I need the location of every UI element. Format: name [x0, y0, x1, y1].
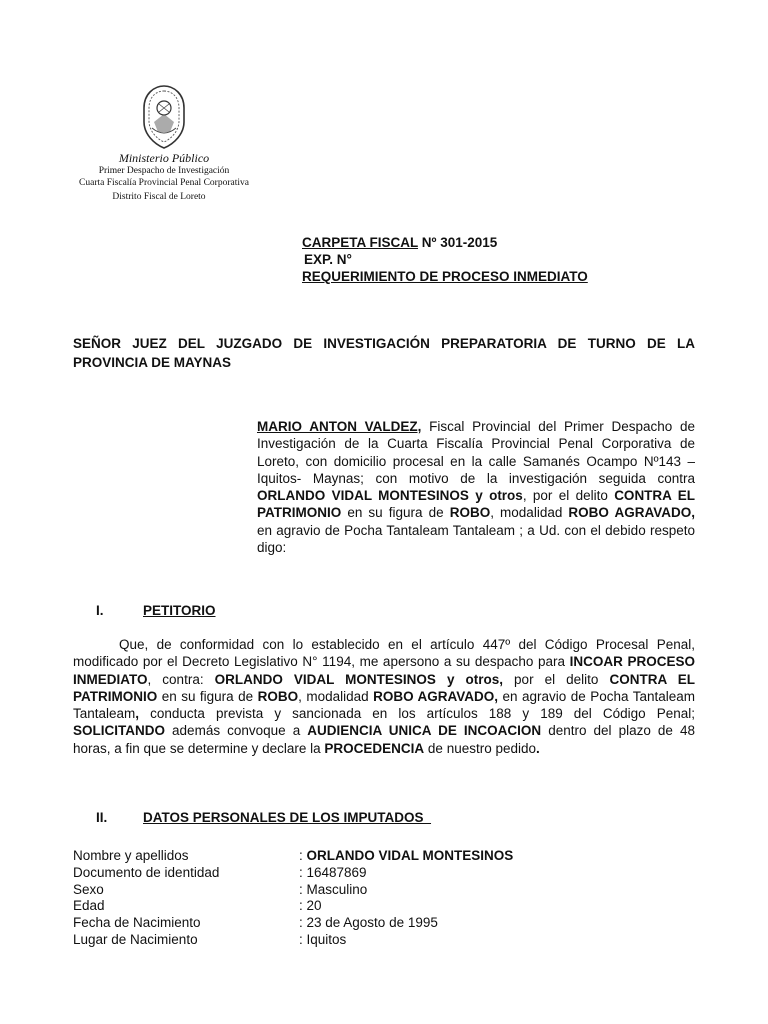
petition-bold: SOLICITANDO [73, 723, 165, 739]
section-2-number: II. [96, 810, 108, 825]
section-1-number: I. [96, 603, 104, 618]
institution-line-2: Cuarta Fiscalía Provincial Penal Corporativa [79, 178, 249, 188]
petition-text: conducta prevista y sancionada en los artículos 188 y 189 del Código Penal; [139, 706, 695, 722]
field-value [299, 882, 367, 897]
petition-bold: INCOAR PROCESO INMEDIATO [73, 654, 695, 687]
petition-bold: ROBO [257, 688, 299, 704]
petition-text: por el delito [503, 671, 610, 687]
crime-type: CONTRA EL PATRIMONIO [257, 488, 696, 521]
field-value [299, 898, 322, 913]
field-label: Sexo [73, 882, 104, 897]
expediente-number: EXP. N° [304, 252, 352, 267]
petition-bold: , [135, 706, 140, 722]
field-value-text: : Masculino [299, 882, 368, 897]
intro-text: , por el delito [522, 488, 615, 504]
petition-bold: PROCEDENCIA [324, 740, 425, 756]
field-label: Lugar de Nacimiento [73, 932, 198, 947]
petition-bold: ORLANDO VIDAL MONTESINOS y otros, [214, 671, 504, 687]
field-value-bold: ORLANDO VIDAL MONTESINOS [306, 848, 514, 863]
intro-text: , modalidad [490, 505, 569, 521]
case-file-line [302, 234, 497, 252]
ministerio-publico-seal-icon [140, 84, 188, 150]
field-label: Nombre y apellidos [73, 848, 189, 863]
accused-name: ORLANDO VIDAL MONTESINOS y otros [257, 488, 523, 504]
case-file-number: Nº 301-2015 [418, 235, 498, 250]
crime-figure: ROBO [449, 505, 491, 521]
petition-text: además convoque a [165, 723, 308, 739]
crime-modality: ROBO AGRAVADO, [568, 505, 695, 521]
section-1-title: PETITORIO [143, 603, 216, 618]
document-title: REQUERIMIENTO DE PROCESO INMEDIATO [302, 269, 588, 284]
field-value [299, 848, 513, 863]
petition-text: , modalidad [298, 688, 374, 704]
field-label: Edad [73, 898, 105, 913]
field-value [299, 865, 367, 880]
petition-text: en agravio de Pocha Tantaleam Tantaleam [73, 688, 695, 722]
institution-script-name: Ministerio Público [118, 151, 210, 165]
intro-text: en su figura de [341, 505, 450, 521]
field-value-text: : 23 de Agosto de 1995 [299, 915, 438, 930]
petition-text: , contra: [147, 671, 215, 687]
field-value-text: : 20 [299, 898, 322, 913]
prosecutor-name: MARIO ANTON VALDEZ, [257, 419, 422, 434]
field-label: Documento de identidad [73, 865, 220, 880]
petition-bold: ROBO AGRAVADO, [373, 688, 499, 704]
petition-bold: . [536, 740, 540, 756]
field-value-text: : [299, 848, 307, 863]
petition-text: de nuestro pedido [424, 740, 537, 756]
field-value [299, 932, 346, 947]
petition-paragraph [73, 636, 695, 757]
institution-line-1: Primer Despacho de Investigación [98, 166, 230, 176]
addressee: SEÑOR JUEZ DEL JUZGADO DE INVESTIGACIÓN PREPARATORIA DE TURNO DE LA PROVINCIA DE MAYNAS [73, 336, 695, 370]
intro-text: en agravio de Pocha Tantaleam Tantaleam ; a Ud. con el debido respeto digo: [257, 522, 695, 556]
institution-line-3: Distrito Fiscal de Loreto [112, 192, 206, 202]
field-label: Fecha de Nacimiento [73, 915, 201, 930]
petition-bold: CONTRA EL PATRIMONIO [73, 671, 695, 704]
petition-bold: AUDIENCIA UNICA DE INCOACION [307, 723, 542, 739]
case-file-label: CARPETA FISCAL [302, 235, 419, 250]
field-value-text: : Iquitos [299, 932, 347, 947]
field-value-text: : 16487869 [299, 865, 367, 880]
intro-text: Fiscal Provincial del Primer Despacho de Investigación de la Cuarta Fiscalía Provincial Penal Corporativa de Loreto, con domicilio procesal en la calle Samanés Ocampo Nº143 – Iquitos- Maynas; con motivo de la investigación seguida contra [257, 419, 695, 486]
petition-text: dentro del plazo de 48 horas, a fin que se determine y declare la [73, 723, 695, 756]
section-2-title: DATOS PERSONALES DE LOS IMPUTADOS [143, 810, 432, 825]
intro-paragraph [257, 418, 695, 556]
petition-text: en su figura de [157, 688, 258, 704]
petition-text: Que, de conformidad con lo establecido en el artículo 447º del Código Procesal Penal, modificado por el Decreto Legislativo N° 1194, me apersono a su despacho para [73, 637, 695, 670]
field-value [299, 915, 438, 930]
